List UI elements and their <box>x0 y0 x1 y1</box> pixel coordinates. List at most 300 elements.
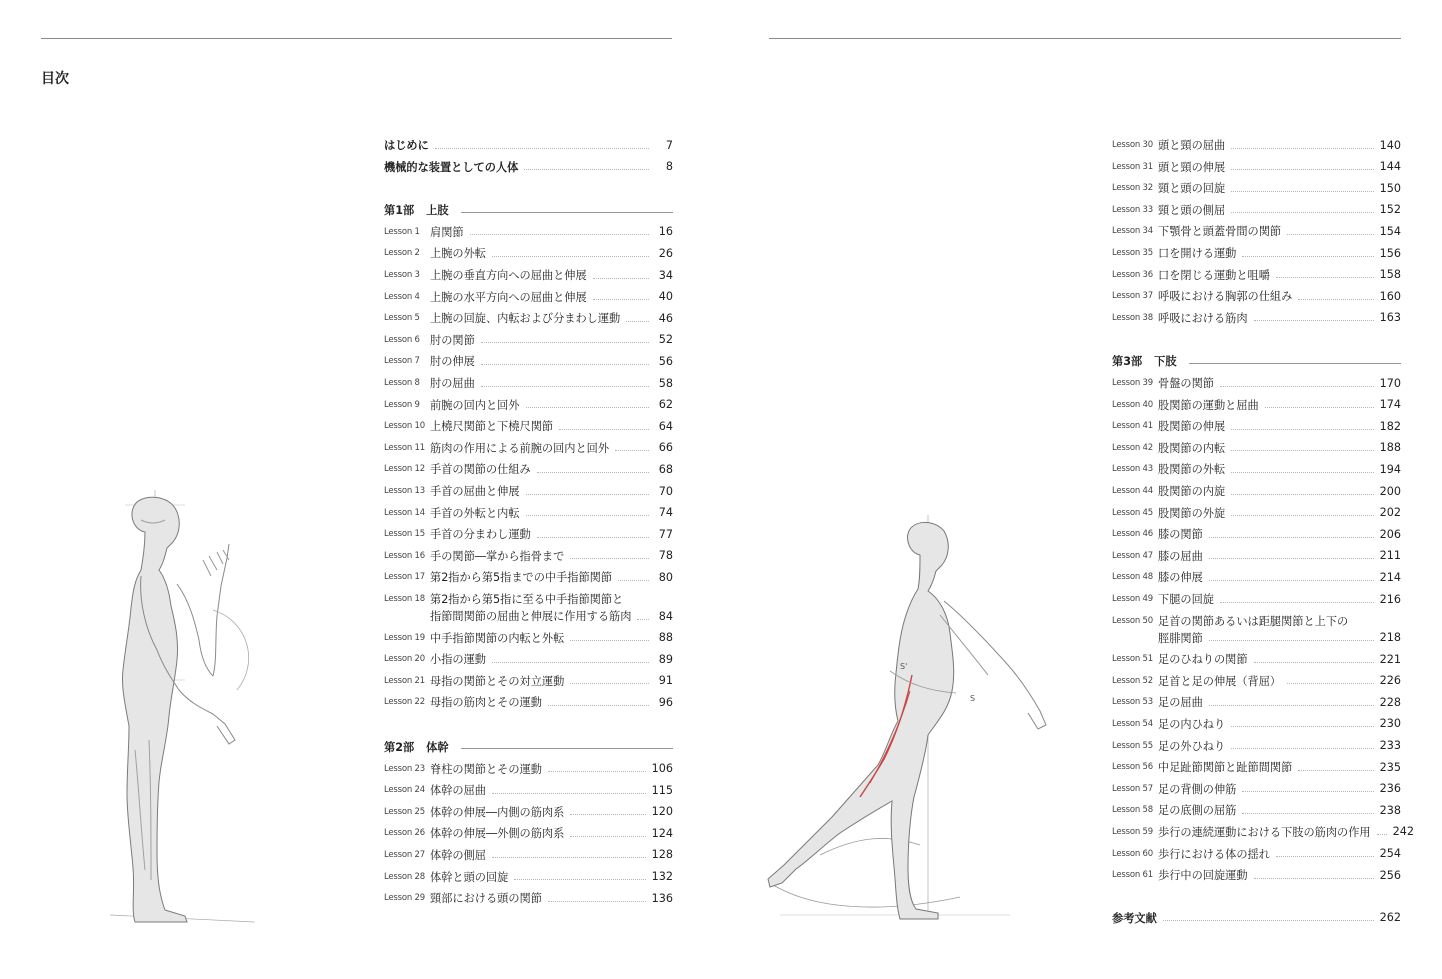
page-number: 152 <box>1379 203 1401 217</box>
lesson-number: Lesson 18 <box>384 594 425 604</box>
part-number: 第1部 <box>384 204 415 218</box>
lesson-number: Lesson 27 <box>384 849 425 860</box>
leader-dots <box>593 278 649 279</box>
toc-entry-title: 参考文献 <box>1112 911 1157 925</box>
lesson-number: Lesson 56 <box>1112 762 1153 773</box>
lesson-number: Lesson 42 <box>1112 442 1153 453</box>
front-matter-entry[interactable] <box>384 157 673 177</box>
toc-entry[interactable] <box>384 628 673 648</box>
lesson-number: Lesson 59 <box>1112 826 1153 837</box>
leader-dots <box>492 256 649 257</box>
lesson-number: Lesson 26 <box>384 828 425 839</box>
page-number: 182 <box>1379 419 1401 433</box>
lesson-number: Lesson 45 <box>1112 507 1153 518</box>
page-number: 150 <box>1379 181 1401 195</box>
page-number: 136 <box>651 891 673 905</box>
lesson-title: 体幹の伸展―外側の筋肉系 <box>430 827 565 841</box>
lesson-number: Lesson 30 <box>1112 140 1153 150</box>
lesson-title: 足の背側の伸筋 <box>1158 782 1237 796</box>
toc-entry[interactable] <box>384 524 673 544</box>
lesson-title: 股関節の内転 <box>1158 441 1226 455</box>
page-number: 84 <box>658 609 673 623</box>
lesson-title: 股関節の内旋 <box>1158 485 1226 498</box>
lesson-title: 肘の伸展 <box>430 355 475 369</box>
leader-dots <box>1298 299 1373 300</box>
page-number: 16 <box>658 225 673 239</box>
page-number: 88 <box>658 631 673 644</box>
lesson-title: 膝の関節 <box>1158 528 1203 542</box>
page-number: 214 <box>1379 570 1401 584</box>
leader-dots <box>618 580 649 581</box>
lesson-title: 肩関節 <box>430 225 464 239</box>
lesson-title: 頸と頭の回旋 <box>1158 182 1226 196</box>
lesson-number: Lesson 24 <box>384 785 425 796</box>
page-number: 218 <box>1379 631 1401 645</box>
page-number: 144 <box>1379 160 1401 174</box>
page-number: 228 <box>1379 695 1401 709</box>
lesson-title: 下腿の回旋 <box>1158 593 1214 606</box>
part-rule <box>461 212 673 213</box>
toc-entry[interactable] <box>1112 779 1401 799</box>
toc-entry[interactable] <box>1112 265 1401 285</box>
lesson-title: 足のひねりの関節 <box>1158 653 1248 667</box>
leader-dots <box>1231 148 1374 149</box>
page-number: 89 <box>658 652 673 666</box>
page-number: 8 <box>665 160 673 174</box>
lesson-number: Lesson 33 <box>1112 204 1153 215</box>
page-number: 40 <box>658 290 673 304</box>
leader-dots <box>526 407 649 408</box>
lesson-number: Lesson 4 <box>384 291 420 302</box>
lesson-title: 上橈尺関節と下橈尺関節 <box>430 420 554 434</box>
left-page-top-rule <box>41 38 672 39</box>
toc-entry[interactable] <box>1112 503 1401 523</box>
lesson-number: Lesson 46 <box>1112 529 1153 540</box>
lesson-number: Lesson 44 <box>1112 486 1153 496</box>
lesson-title: 頭と頸の伸展 <box>1158 160 1226 174</box>
lesson-number: Lesson 47 <box>1112 550 1153 561</box>
toc-entry[interactable] <box>1112 221 1401 241</box>
toc-entry[interactable] <box>384 351 673 371</box>
toc-entry[interactable] <box>384 802 673 822</box>
lesson-number: Lesson 37 <box>1112 291 1153 302</box>
leader-dots <box>1231 515 1374 516</box>
leader-dots <box>1254 662 1374 663</box>
lesson-number: Lesson 11 <box>384 442 425 453</box>
toc-entry[interactable] <box>1112 757 1401 777</box>
leader-dots <box>1231 429 1374 430</box>
lesson-number: Lesson 34 <box>1112 226 1153 237</box>
leader-dots <box>526 515 649 516</box>
leader-dots <box>481 386 649 387</box>
lesson-title: 骨盤の関節 <box>1158 377 1214 390</box>
leader-dots <box>1231 748 1374 749</box>
toc-entry[interactable] <box>1112 736 1401 756</box>
part-heading[interactable] <box>384 737 673 757</box>
lesson-title: 口を開ける運動 <box>1158 247 1237 260</box>
leader-dots <box>537 537 649 538</box>
toc-entry[interactable] <box>1112 589 1401 609</box>
lesson-number: Lesson 12 <box>384 464 425 475</box>
page-number: 188 <box>1379 441 1401 455</box>
lesson-title: 膝の屈曲 <box>1158 549 1203 563</box>
lesson-title: 母指の筋肉とその運動 <box>430 696 542 710</box>
leader-dots <box>1231 494 1374 495</box>
toc-entry[interactable] <box>1112 844 1401 864</box>
lesson-title: 頭と頸の屈曲 <box>1158 139 1226 152</box>
lesson-number: Lesson 43 <box>1112 464 1153 475</box>
toc-entry[interactable] <box>384 308 673 328</box>
lesson-title: 体幹と頭の回旋 <box>430 870 509 884</box>
lesson-number: Lesson 15 <box>384 529 425 540</box>
toc-entry[interactable] <box>384 649 673 669</box>
leader-dots <box>537 472 649 473</box>
toc-entry[interactable] <box>1112 822 1414 842</box>
toc-entry[interactable] <box>1112 524 1401 544</box>
leader-dots <box>481 342 649 343</box>
leader-dots <box>570 683 649 684</box>
lesson-title: 上腕の垂直方向への屈曲と伸展 <box>430 269 587 282</box>
toc-entry[interactable] <box>1112 416 1401 436</box>
lesson-title: 体幹の屈曲 <box>430 784 486 798</box>
leader-dots <box>570 836 645 837</box>
page-number: 52 <box>658 333 673 347</box>
page-number: 233 <box>1379 739 1401 752</box>
page-number: 140 <box>1379 138 1401 152</box>
lesson-number: Lesson 55 <box>1112 740 1153 751</box>
leader-dots <box>481 364 649 365</box>
toc-entry[interactable] <box>384 481 673 501</box>
leader-dots <box>1209 580 1374 581</box>
lesson-number: Lesson 57 <box>1112 783 1153 794</box>
toc-entry[interactable] <box>1112 459 1401 479</box>
lesson-title: 手首の屈曲と伸展 <box>430 485 520 498</box>
lesson-number: Lesson 58 <box>1112 805 1153 816</box>
leader-dots <box>548 705 649 706</box>
page-number: 194 <box>1379 462 1401 476</box>
lesson-title: 肘の屈曲 <box>430 377 475 390</box>
toc-entry[interactable] <box>384 692 673 712</box>
lesson-title: 股関節の伸展 <box>1158 420 1226 434</box>
toc-entry[interactable] <box>1112 286 1401 306</box>
page-number: 174 <box>1379 398 1401 412</box>
lesson-number: Lesson 10 <box>384 421 425 432</box>
toc-entry[interactable] <box>1112 671 1401 691</box>
lesson-title: 呼吸における筋肉 <box>1158 311 1248 325</box>
lesson-title: 手首の関節の仕組み <box>430 463 531 477</box>
part-rule <box>1189 363 1401 364</box>
leader-dots <box>1298 770 1373 771</box>
left-toc <box>384 135 673 915</box>
toc-entry[interactable] <box>1112 200 1401 220</box>
lesson-number: Lesson 38 <box>1112 312 1153 323</box>
lesson-title: 手首の分まわし運動 <box>430 528 531 542</box>
page-number: 91 <box>658 674 673 688</box>
lesson-number: Lesson 8 <box>384 378 420 388</box>
page-number: 163 <box>1379 311 1401 325</box>
page-number: 106 <box>651 762 673 775</box>
page-number: 202 <box>1379 506 1401 520</box>
leader-dots <box>526 494 649 495</box>
page-number: 66 <box>658 441 673 455</box>
lesson-title: 中足趾節関節と趾節間関節 <box>1158 761 1293 775</box>
lesson-title: 膝の伸展 <box>1158 571 1203 585</box>
toc-entry[interactable] <box>384 395 673 415</box>
toc-entry[interactable] <box>384 243 673 263</box>
toc-entry[interactable] <box>384 438 673 458</box>
lesson-number: Lesson 19 <box>384 632 425 643</box>
toc-entry[interactable] <box>384 373 673 393</box>
leader-dots <box>492 662 649 663</box>
toc-entry[interactable] <box>1112 567 1401 587</box>
toc-entry[interactable] <box>1112 692 1401 712</box>
page-number: 77 <box>658 527 673 541</box>
toc-entry[interactable] <box>384 459 673 479</box>
lesson-title: 体幹の側屈 <box>430 848 486 862</box>
leader-dots <box>548 771 646 772</box>
front-matter-entry[interactable] <box>384 135 673 155</box>
part-name: 上肢 <box>426 204 449 218</box>
lesson-number: Lesson 60 <box>1112 848 1153 859</box>
toc-entry[interactable] <box>384 759 673 779</box>
lesson-title: 中手指節関節の内転と外転 <box>430 631 565 645</box>
toc-entry-continued[interactable] <box>1112 628 1401 648</box>
page-number: 64 <box>658 419 673 433</box>
standing-figure-illustration <box>105 490 265 930</box>
toc-entry[interactable] <box>1112 800 1401 820</box>
leader-dots <box>1242 256 1373 257</box>
toc-entry[interactable] <box>1112 373 1401 393</box>
lesson-number: Lesson 32 <box>1112 183 1153 194</box>
page-number: 62 <box>658 398 673 412</box>
lesson-title: 上腕の回旋、内転および分まわし運動 <box>430 312 621 326</box>
lesson-number: Lesson 29 <box>384 893 425 904</box>
page-number: 68 <box>658 462 673 476</box>
lesson-title: 股関節の外旋 <box>1158 506 1226 520</box>
lesson-number: Lesson 6 <box>384 334 420 345</box>
page-number: 58 <box>658 376 673 390</box>
page-number: 256 <box>1379 868 1401 882</box>
part-name: 体幹 <box>426 740 449 754</box>
leader-dots <box>1231 472 1374 473</box>
leader-dots <box>1287 234 1374 235</box>
leader-dots <box>1231 726 1374 727</box>
figure-label-s: S <box>970 694 976 703</box>
leader-dots <box>1220 386 1374 387</box>
page-number: 46 <box>658 311 673 325</box>
lesson-number: Lesson 41 <box>1112 421 1153 432</box>
leader-dots <box>615 450 649 451</box>
part-number: 第3部 <box>1112 355 1143 369</box>
lesson-title: 口を閉じる運動と咀嚼 <box>1158 268 1270 282</box>
striding-figure-illustration <box>760 515 1060 920</box>
lesson-title: 股関節の運動と屈曲 <box>1158 398 1259 412</box>
toc-entry[interactable] <box>384 823 673 843</box>
lesson-number: Lesson 1 <box>384 226 420 237</box>
toc-entry[interactable] <box>384 780 673 800</box>
lesson-title: 脊柱の関節とその運動 <box>430 762 542 776</box>
lesson-number: Lesson 36 <box>1112 269 1153 280</box>
toc-entry[interactable] <box>1112 157 1401 177</box>
lesson-number: Lesson 39 <box>1112 378 1153 388</box>
page-number: 238 <box>1379 803 1401 817</box>
leader-dots <box>1254 320 1374 321</box>
leader-dots <box>1276 856 1374 857</box>
lesson-number: Lesson 31 <box>1112 161 1153 172</box>
lesson-title: 歩行中の回旋運動 <box>1158 869 1248 883</box>
toc-entry[interactable] <box>384 330 673 350</box>
toc-entry[interactable] <box>384 265 673 285</box>
part-heading[interactable] <box>1112 351 1401 371</box>
toc-entry[interactable] <box>1112 546 1401 566</box>
leader-dots <box>548 901 646 902</box>
leader-dots <box>1242 813 1373 814</box>
lesson-title: 足の外ひねり <box>1158 739 1226 753</box>
page-number: 74 <box>658 506 673 520</box>
toc-entry[interactable] <box>1112 178 1401 198</box>
lesson-number: Lesson 21 <box>384 675 425 686</box>
leader-dots <box>1287 683 1374 684</box>
toc-entry[interactable] <box>384 503 673 523</box>
page-number: 254 <box>1379 847 1401 860</box>
page-number: 78 <box>658 549 673 563</box>
leader-dots <box>435 148 649 149</box>
back-matter-entry[interactable] <box>1112 908 1401 928</box>
leader-dots <box>1377 834 1387 835</box>
page-number: 154 <box>1379 224 1401 238</box>
page-title: 目次 <box>41 71 69 87</box>
lesson-title: 足首と足の伸展（背屈） <box>1158 674 1282 688</box>
page-number: 206 <box>1379 527 1401 541</box>
page-number: 96 <box>658 695 673 709</box>
lesson-number: Lesson 35 <box>1112 248 1153 258</box>
page-number: 70 <box>658 484 673 498</box>
part-name: 下肢 <box>1154 355 1177 369</box>
page-number: 26 <box>658 246 673 260</box>
page-number: 221 <box>1379 652 1401 666</box>
toc-entry[interactable] <box>1112 481 1401 501</box>
toc-entry[interactable] <box>1112 438 1401 458</box>
lesson-number: Lesson 28 <box>384 871 425 882</box>
leader-dots <box>570 814 645 815</box>
lesson-title: 手首の外転と内転 <box>430 506 520 520</box>
leader-dots <box>570 558 649 559</box>
toc-entry[interactable] <box>384 845 673 865</box>
lesson-number: Lesson 53 <box>1112 697 1153 708</box>
leader-dots <box>559 429 649 430</box>
toc-entry[interactable] <box>1112 308 1401 328</box>
toc-entry-title: はじめに <box>384 139 429 152</box>
leader-dots <box>1209 537 1374 538</box>
leader-dots <box>1231 450 1374 451</box>
lesson-number: Lesson 14 <box>384 507 425 518</box>
leader-dots <box>1276 277 1374 278</box>
page-number: 211 <box>1379 549 1401 563</box>
toc-entry[interactable] <box>384 567 673 587</box>
lesson-title: 小指の運動 <box>430 653 486 667</box>
page-number: 236 <box>1379 782 1401 796</box>
right-toc <box>1112 135 1414 935</box>
part-rule <box>461 748 673 749</box>
leader-dots <box>593 299 649 300</box>
leader-dots <box>637 619 649 620</box>
lesson-title-line2: 指節間関節の屈曲と伸展に作用する筋肉 <box>430 610 632 623</box>
toc-entry[interactable] <box>1112 395 1401 415</box>
lesson-number: Lesson 51 <box>1112 654 1153 665</box>
lesson-title: 上腕の外転 <box>430 247 486 261</box>
lesson-title: 手の関節―掌から指骨まで <box>430 549 565 563</box>
leader-dots <box>570 640 649 641</box>
lesson-title: 股関節の外転 <box>1158 463 1226 477</box>
leader-dots <box>1209 705 1374 706</box>
lesson-number: Lesson 49 <box>1112 594 1153 604</box>
leader-dots <box>1209 640 1374 641</box>
leader-dots <box>1242 791 1373 792</box>
lesson-number: Lesson 23 <box>384 763 425 774</box>
part-number: 第2部 <box>384 740 415 754</box>
toc-entry[interactable] <box>1112 865 1401 885</box>
lesson-number: Lesson 20 <box>384 654 425 665</box>
toc-entry[interactable] <box>1112 649 1401 669</box>
page-number: 216 <box>1379 592 1401 606</box>
lesson-title: 頸部における頭の関節 <box>430 892 542 906</box>
lesson-number: Lesson 61 <box>1112 870 1153 881</box>
toc-entry[interactable] <box>1112 243 1401 263</box>
page-number: 242 <box>1392 825 1414 839</box>
toc-entry[interactable] <box>384 888 673 908</box>
toc-entry-continued[interactable] <box>384 606 673 626</box>
lesson-title: 足の内ひねり <box>1158 717 1226 731</box>
page-number: 235 <box>1379 760 1401 774</box>
page-number: 56 <box>658 354 673 368</box>
lesson-title: 歩行における体の揺れ <box>1158 847 1270 861</box>
lesson-number: Lesson 25 <box>384 806 425 817</box>
toc-entry[interactable] <box>384 546 673 566</box>
lesson-title: 第2指から第5指に至る中手指節関節と <box>430 593 624 606</box>
leader-dots <box>1231 191 1374 192</box>
leader-dots <box>1231 169 1374 170</box>
toc-entry[interactable] <box>384 867 673 887</box>
toc-entry[interactable] <box>384 287 673 307</box>
lesson-number: Lesson 48 <box>1112 572 1153 583</box>
lesson-number: Lesson 22 <box>384 697 425 708</box>
leader-dots <box>514 879 645 880</box>
toc-entry[interactable] <box>384 222 673 242</box>
part-heading[interactable] <box>384 200 673 220</box>
toc-entry[interactable] <box>1112 135 1401 155</box>
page-number: 124 <box>651 826 673 840</box>
page-number: 7 <box>665 138 673 152</box>
lesson-number: Lesson 40 <box>1112 399 1153 410</box>
lesson-number: Lesson 54 <box>1112 718 1153 729</box>
page-number: 80 <box>658 570 673 584</box>
lesson-title-line2: 脛腓関節 <box>1158 631 1203 645</box>
lesson-title: 頸と頭の側屈 <box>1158 203 1226 217</box>
leader-dots <box>492 793 646 794</box>
lesson-title: 呼吸における胸郭の仕組み <box>1158 290 1293 304</box>
page-number: 158 <box>1379 268 1401 282</box>
leader-dots <box>524 169 649 170</box>
toc-entry[interactable] <box>1112 714 1401 734</box>
toc-entry[interactable] <box>384 416 673 436</box>
page-number: 200 <box>1379 484 1401 498</box>
page-number: 156 <box>1379 246 1401 260</box>
lesson-title: 足の底側の屈筋 <box>1158 804 1237 818</box>
toc-entry[interactable] <box>384 671 673 691</box>
lesson-number: Lesson 16 <box>384 550 425 561</box>
leader-dots <box>1209 558 1374 559</box>
lesson-number: Lesson 13 <box>384 486 425 496</box>
